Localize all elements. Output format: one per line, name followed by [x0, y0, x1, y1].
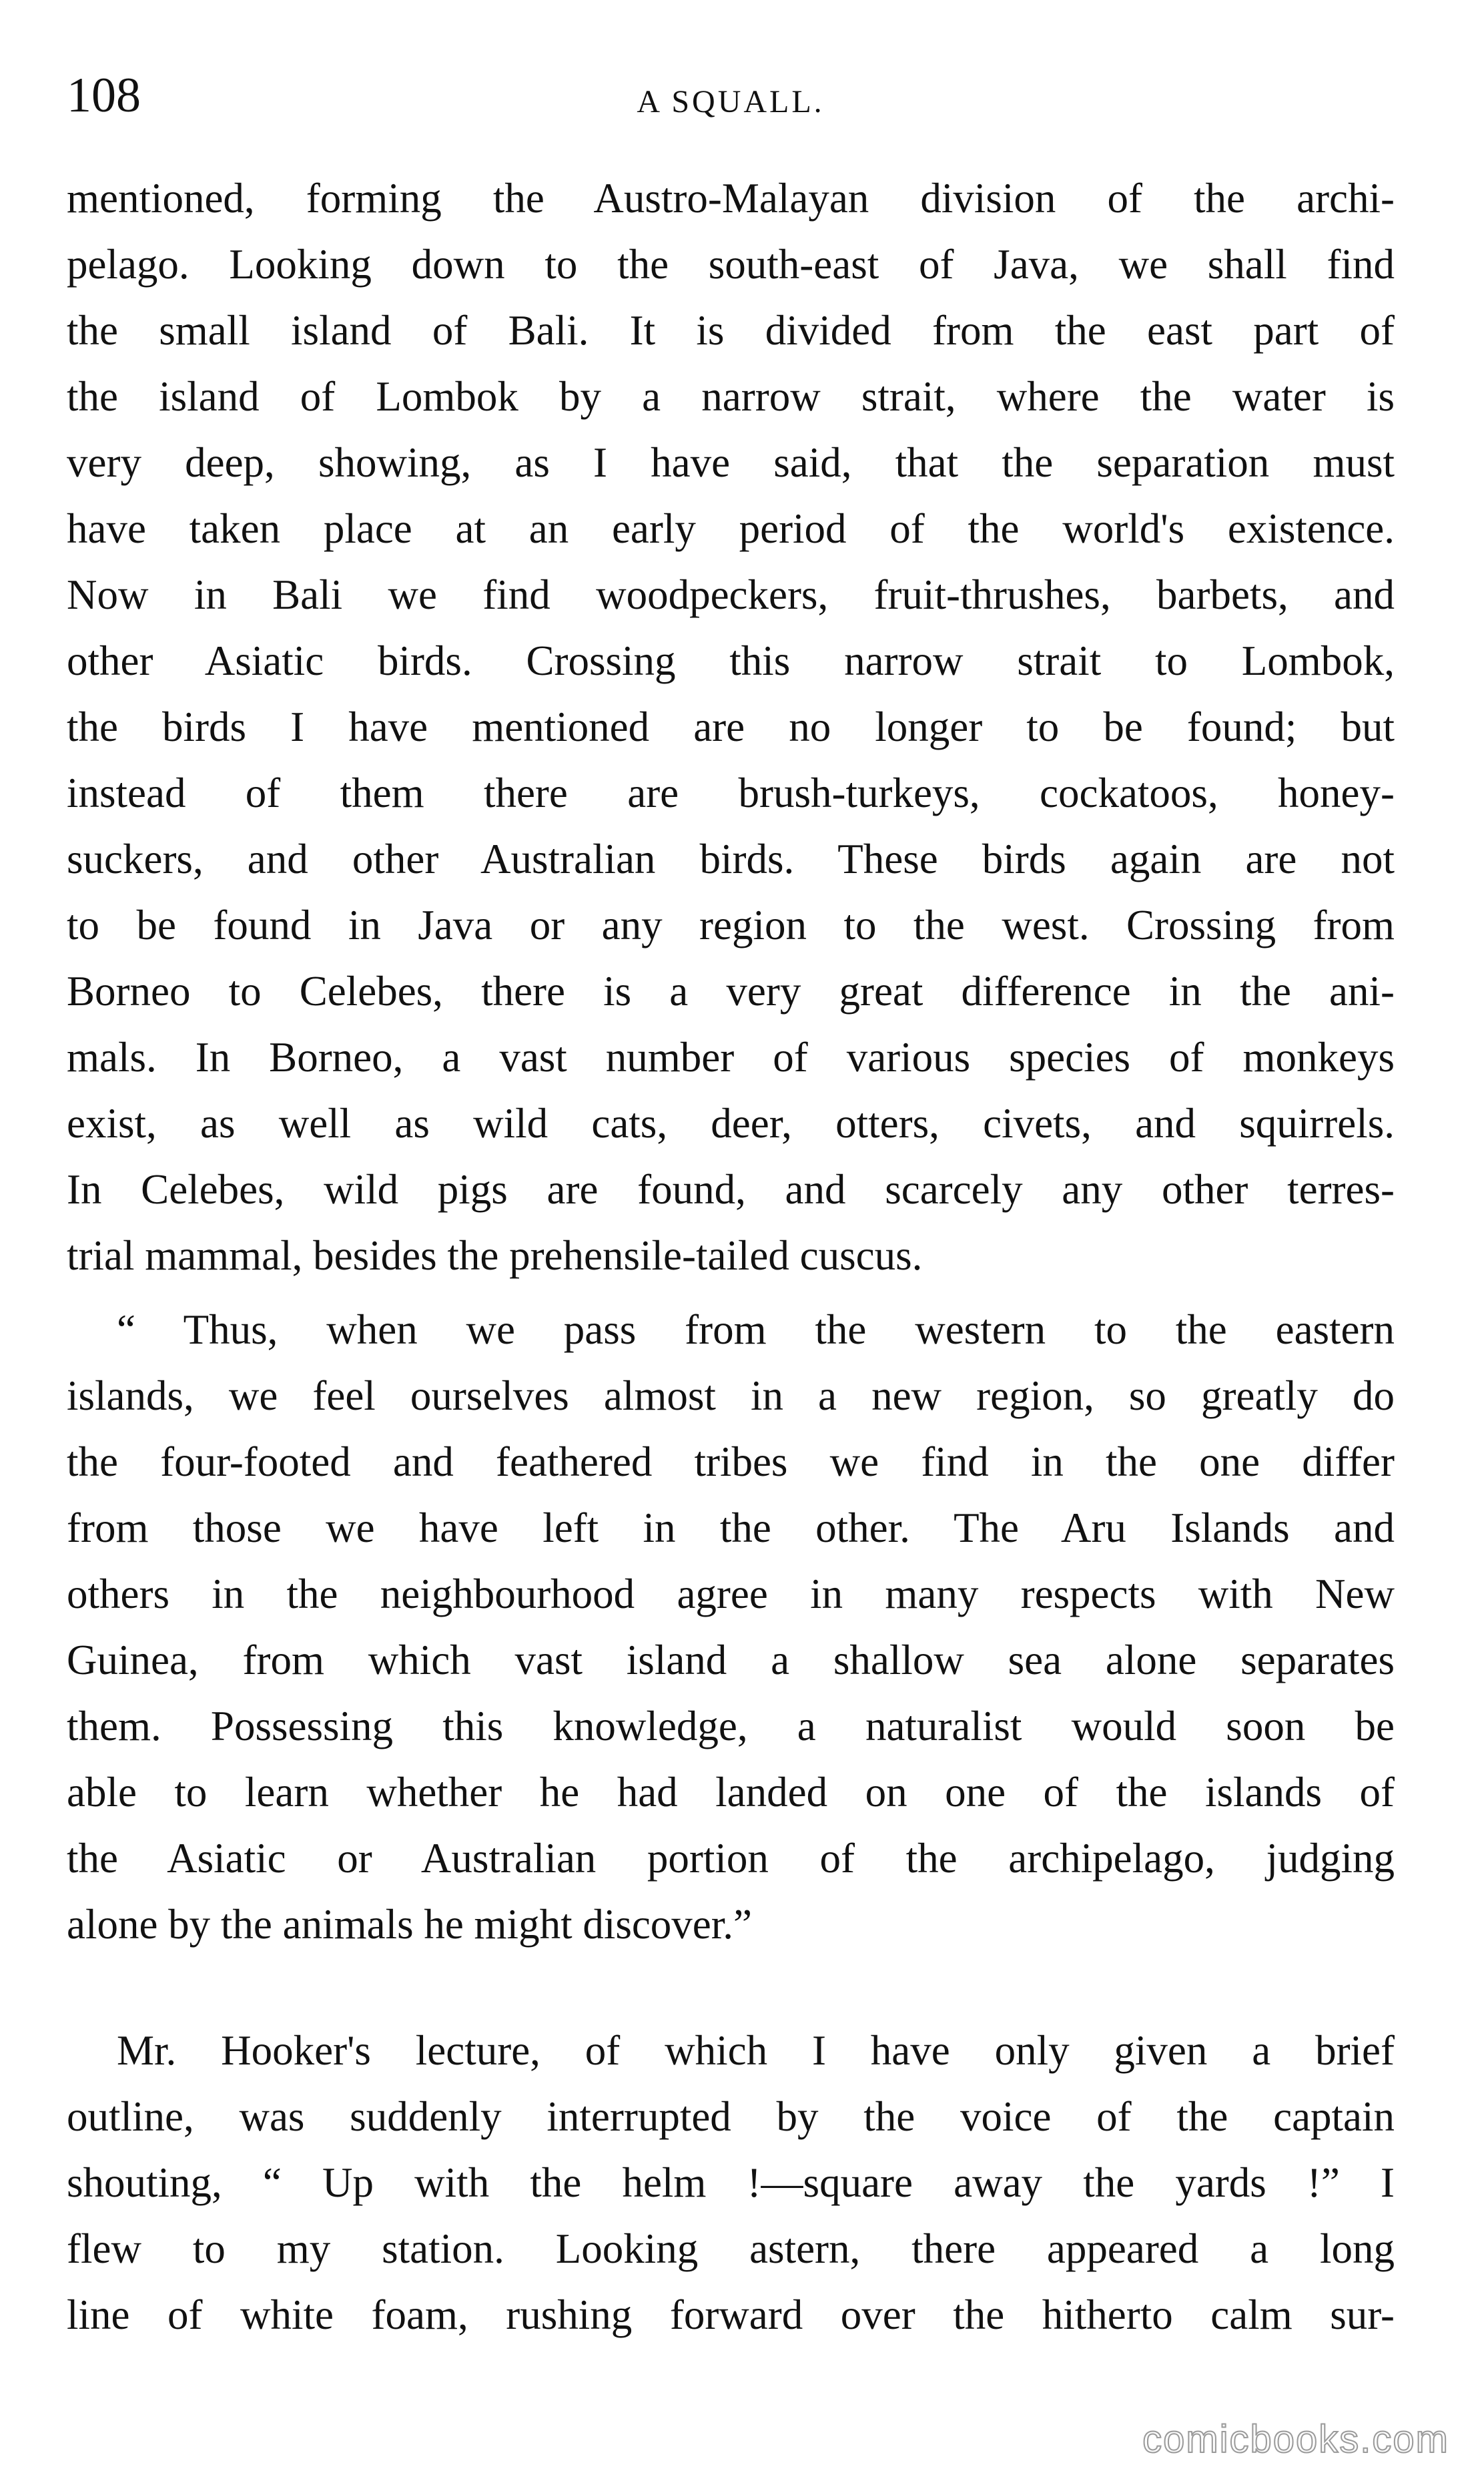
text-line: the four-footed and feathered tribes we find in the one differ [67, 1438, 1395, 1485]
text-line: the small island of Bali. It is divided from the east part of [67, 307, 1395, 354]
text-line: mentioned, forming the Austro-Malayan division of the archi- [67, 175, 1395, 222]
text-line: the island of Lombok by a narrow strait, where the water is [67, 373, 1395, 420]
running-head: A SQUALL. [637, 84, 825, 119]
text-line: them. Possessing this knowledge, a naturalist would soon be [67, 1703, 1395, 1749]
text-line: trial mammal, besides the prehensile-tailed cuscus. [67, 1232, 923, 1279]
text-line: others in the neighbourhood agree in many respects with New [67, 1571, 1395, 1617]
page-number: 108 [67, 68, 141, 123]
text-line: Now in Bali we find woodpeckers, fruit-thrushes, barbets, and [67, 571, 1395, 618]
text-line: suckers, and other Australian birds. These birds again are not [67, 836, 1395, 882]
text-line: “ Thus, when we pass from the western to the eastern [117, 1306, 1395, 1353]
text-line: flew to my station. Looking astern, there appeared a long [67, 2225, 1395, 2272]
text-line: very deep, showing, as I have said, that the separation must [67, 439, 1395, 486]
text-line: have taken place at an early period of the world's existence. [67, 505, 1395, 552]
text-line: from those we have left in the other. The Aru Islands and [67, 1504, 1395, 1551]
text-line: pelago. Looking down to the south-east of Java, we shall find [67, 241, 1395, 288]
text-line: Borneo to Celebes, there is a very great difference in the ani- [67, 968, 1395, 1015]
paragraph-2 [67, 1297, 1395, 1958]
paragraph-1 [67, 166, 1395, 1289]
paragraph-3 [67, 2018, 1395, 2348]
text-line: to be found in Java or any region to the west. Crossing from [67, 902, 1395, 948]
text-line: Guinea, from which vast island a shallow sea alone separates [67, 1637, 1395, 1683]
text-line: shouting, “ Up with the helm !—square away the yards !” I [67, 2159, 1395, 2206]
text-line: mals. In Borneo, a vast number of various species of monkeys [67, 1034, 1395, 1081]
text-line: exist, as well as wild cats, deer, otters, civets, and squirrels. [67, 1100, 1395, 1147]
text-line: the birds I have mentioned are no longer to be found; but [67, 704, 1395, 750]
text-line: Mr. Hooker's lecture, of which I have only given a brief [117, 2027, 1395, 2074]
text-line: instead of them there are brush-turkeys, cockatoos, honey- [67, 770, 1395, 816]
watermark: comicbooks.com [1142, 2418, 1449, 2461]
text-line: other Asiatic birds. Crossing this narrow strait to Lombok, [67, 637, 1395, 684]
text-line: line of white foam, rushing forward over the hitherto calm sur- [67, 2291, 1395, 2338]
text-line: In Celebes, wild pigs are found, and scarcely any other terres- [67, 1166, 1395, 1213]
text-line: the Asiatic or Australian portion of the archipelago, judging [67, 1835, 1395, 1882]
text-line: islands, we feel ourselves almost in a new region, so greatly do [67, 1372, 1395, 1419]
text-line: alone by the animals he might discover.” [67, 1901, 752, 1948]
text-line: able to learn whether he had landed on one of the islands of [67, 1769, 1395, 1816]
text-line: outline, was suddenly interrupted by the voice of the captain [67, 2093, 1395, 2140]
page-header [67, 59, 1395, 132]
